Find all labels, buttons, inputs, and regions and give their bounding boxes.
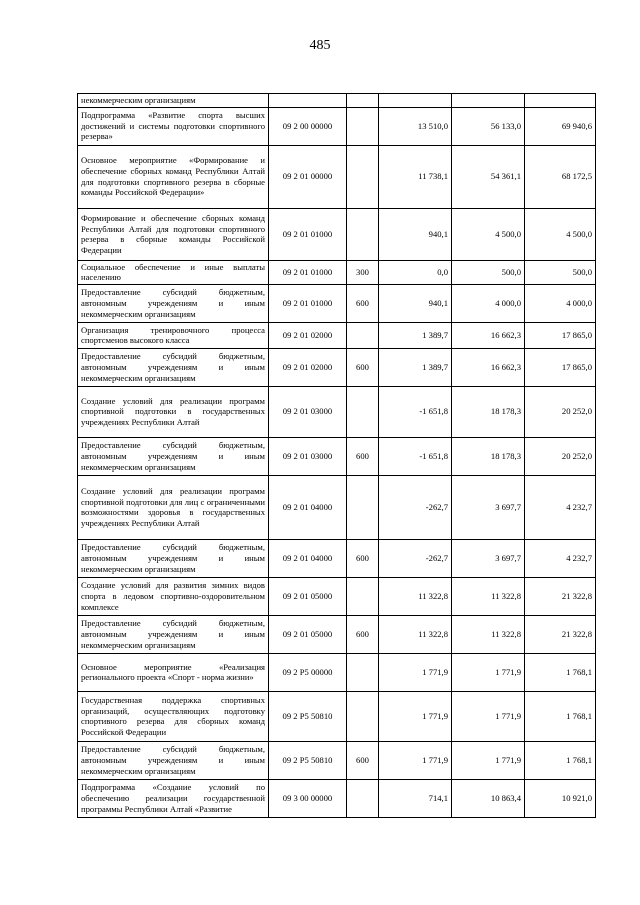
target-code-cell: 09 2 01 05000: [269, 577, 347, 615]
target-code-cell: 09 2 01 03000: [269, 437, 347, 475]
amount-2-cell: 54 361,1: [452, 145, 525, 208]
amount-1-cell: 11 322,8: [379, 577, 452, 615]
amount-1-cell: 1 771,9: [379, 691, 452, 741]
target-code-cell: 09 2 01 02000: [269, 322, 347, 348]
expense-type-cell: [347, 691, 379, 741]
table-row: [78, 348, 596, 386]
target-code-cell: 09 2 P5 50810: [269, 741, 347, 779]
expense-type-cell: 600: [347, 539, 379, 577]
amount-3-cell: 500,0: [525, 260, 596, 284]
amount-2-cell: 500,0: [452, 260, 525, 284]
amount-3-cell: 1 768,1: [525, 741, 596, 779]
amount-1-cell: 1 389,7: [379, 322, 452, 348]
amount-1-cell: 1 771,9: [379, 741, 452, 779]
expense-type-cell: [347, 779, 379, 817]
row-name-cell: Предоставление субсидий бюджетным, автономным учреждениям и иным некоммерческим организациям: [78, 741, 269, 779]
row-name-cell: Предоставление субсидий бюджетным, автономным учреждениям и иным некоммерческим организациям: [78, 437, 269, 475]
row-name-cell: Основное мероприятие «Формирование и обеспечение сборных команд Республики Алтай для подготовки спортивного резерва в сборные команды Российской Федерации»: [78, 145, 269, 208]
table-row: [78, 475, 596, 539]
expense-type-cell: 600: [347, 284, 379, 322]
table-row: [78, 284, 596, 322]
row-name-cell: Государственная поддержка спортивных организаций, осуществляющих подготовку спортивного резерва для сборных команд Российской Федерации: [78, 691, 269, 741]
amount-1-cell: 0,0: [379, 260, 452, 284]
amount-3-cell: 1 768,1: [525, 653, 596, 691]
amount-1-cell: [379, 94, 452, 108]
row-name-cell: Подпрограмма «Создание условий по обеспечению реализации государственной программы Республики Алтай «Развитие: [78, 779, 269, 817]
amount-2-cell: [452, 94, 525, 108]
target-code-cell: 09 2 01 01000: [269, 208, 347, 260]
target-code-cell: 09 3 00 00000: [269, 779, 347, 817]
table-row: [78, 653, 596, 691]
row-name-cell: Создание условий для развития зимних видов спорта в ледовом спортивно-оздоровительном комплексе: [78, 577, 269, 615]
amount-2-cell: 3 697,7: [452, 539, 525, 577]
row-name-cell: Предоставление субсидий бюджетным, автономным учреждениям и иным некоммерческим организациям: [78, 539, 269, 577]
amount-3-cell: 17 865,0: [525, 322, 596, 348]
table-row: [78, 691, 596, 741]
target-code-cell: 09 2 01 05000: [269, 615, 347, 653]
target-code-cell: [269, 94, 347, 108]
amount-3-cell: 20 252,0: [525, 386, 596, 437]
target-code-cell: 09 2 01 01000: [269, 260, 347, 284]
amount-1-cell: 714,1: [379, 779, 452, 817]
amount-3-cell: 10 921,0: [525, 779, 596, 817]
target-code-cell: 09 2 01 04000: [269, 475, 347, 539]
expense-type-cell: [347, 208, 379, 260]
amount-1-cell: 940,1: [379, 208, 452, 260]
amount-2-cell: 16 662,3: [452, 322, 525, 348]
amount-1-cell: 1 771,9: [379, 653, 452, 691]
row-name-cell: Создание условий для реализации программ спортивной подготовки в государственных учреждениях Республики Алтай: [78, 386, 269, 437]
expense-type-cell: [347, 475, 379, 539]
table-row: [78, 94, 596, 108]
amount-1-cell: -262,7: [379, 475, 452, 539]
table-row: [78, 260, 596, 284]
table-row: [78, 107, 596, 145]
amount-1-cell: 13 510,0: [379, 107, 452, 145]
amount-2-cell: 1 771,9: [452, 691, 525, 741]
amount-1-cell: 11 738,1: [379, 145, 452, 208]
target-code-cell: 09 2 P5 50810: [269, 691, 347, 741]
target-code-cell: 09 2 01 02000: [269, 348, 347, 386]
expense-type-cell: [347, 94, 379, 108]
amount-2-cell: 16 662,3: [452, 348, 525, 386]
amount-3-cell: 4 000,0: [525, 284, 596, 322]
amount-1-cell: -1 651,8: [379, 437, 452, 475]
expense-type-cell: [347, 653, 379, 691]
amount-3-cell: 4 232,7: [525, 539, 596, 577]
table-row: [78, 322, 596, 348]
amount-1-cell: -1 651,8: [379, 386, 452, 437]
expense-type-cell: [347, 386, 379, 437]
page-number: 485: [309, 38, 331, 53]
table-row: [78, 145, 596, 208]
table-row: [78, 437, 596, 475]
amount-1-cell: -262,7: [379, 539, 452, 577]
amount-3-cell: 17 865,0: [525, 348, 596, 386]
table-row: [78, 577, 596, 615]
expense-type-cell: 600: [347, 615, 379, 653]
amount-3-cell: 20 252,0: [525, 437, 596, 475]
row-name-cell: Создание условий для реализации программ спортивной подготовки для лиц с ограниченными возможностями здоровья в государственных учреждениях Республики Алтай: [78, 475, 269, 539]
expense-type-cell: 600: [347, 348, 379, 386]
amount-2-cell: 4 500,0: [452, 208, 525, 260]
target-code-cell: 09 2 01 01000: [269, 284, 347, 322]
table-row: [78, 539, 596, 577]
row-name-cell: некоммерческим организациям: [78, 94, 269, 108]
amount-3-cell: 69 940,6: [525, 107, 596, 145]
expense-type-cell: 300: [347, 260, 379, 284]
amount-3-cell: 1 768,1: [525, 691, 596, 741]
amount-2-cell: 3 697,7: [452, 475, 525, 539]
expense-type-cell: [347, 145, 379, 208]
row-name-cell: Организация тренировочного процесса спортсменов высокого класса: [78, 322, 269, 348]
target-code-cell: 09 2 01 04000: [269, 539, 347, 577]
amount-2-cell: 11 322,8: [452, 615, 525, 653]
row-name-cell: Предоставление субсидий бюджетным, автономным учреждениям и иным некоммерческим организациям: [78, 348, 269, 386]
amount-2-cell: 56 133,0: [452, 107, 525, 145]
expense-type-cell: 600: [347, 437, 379, 475]
amount-1-cell: 11 322,8: [379, 615, 452, 653]
amount-2-cell: 18 178,3: [452, 437, 525, 475]
target-code-cell: 09 2 01 00000: [269, 145, 347, 208]
amount-1-cell: 1 389,7: [379, 348, 452, 386]
row-name-cell: Предоставление субсидий бюджетным, автономным учреждениям и иным некоммерческим организациям: [78, 284, 269, 322]
target-code-cell: 09 2 01 03000: [269, 386, 347, 437]
target-code-cell: 09 2 P5 00000: [269, 653, 347, 691]
amount-3-cell: 4 232,7: [525, 475, 596, 539]
amount-1-cell: 940,1: [379, 284, 452, 322]
table-row: [78, 208, 596, 260]
amount-3-cell: 21 322,8: [525, 577, 596, 615]
row-name-cell: Социальное обеспечение и иные выплаты населению: [78, 260, 269, 284]
expense-type-cell: [347, 322, 379, 348]
table-row: [78, 779, 596, 817]
row-name-cell: Основное мероприятие «Реализация регионального проекта «Спорт - норма жизни»: [78, 653, 269, 691]
amount-2-cell: 4 000,0: [452, 284, 525, 322]
row-name-cell: Предоставление субсидий бюджетным, автономным учреждениям и иным некоммерческим организациям: [78, 615, 269, 653]
table-row: [78, 386, 596, 437]
row-name-cell: Подпрограмма «Развитие спорта высших достижений и системы подготовки спортивного резерва»: [78, 107, 269, 145]
target-code-cell: 09 2 00 00000: [269, 107, 347, 145]
amount-2-cell: 1 771,9: [452, 653, 525, 691]
table-row: [78, 741, 596, 779]
budget-table: [77, 93, 596, 818]
amount-2-cell: 10 863,4: [452, 779, 525, 817]
amount-2-cell: 11 322,8: [452, 577, 525, 615]
amount-2-cell: 1 771,9: [452, 741, 525, 779]
amount-3-cell: 21 322,8: [525, 615, 596, 653]
amount-2-cell: 18 178,3: [452, 386, 525, 437]
table-row: [78, 615, 596, 653]
amount-3-cell: [525, 94, 596, 108]
amount-3-cell: 4 500,0: [525, 208, 596, 260]
amount-3-cell: 68 172,5: [525, 145, 596, 208]
row-name-cell: Формирование и обеспечение сборных команд Республики Алтай для подготовки спортивного резерва в сборные команды Российской Федерации: [78, 208, 269, 260]
expense-type-cell: 600: [347, 741, 379, 779]
expense-type-cell: [347, 107, 379, 145]
expense-type-cell: [347, 577, 379, 615]
